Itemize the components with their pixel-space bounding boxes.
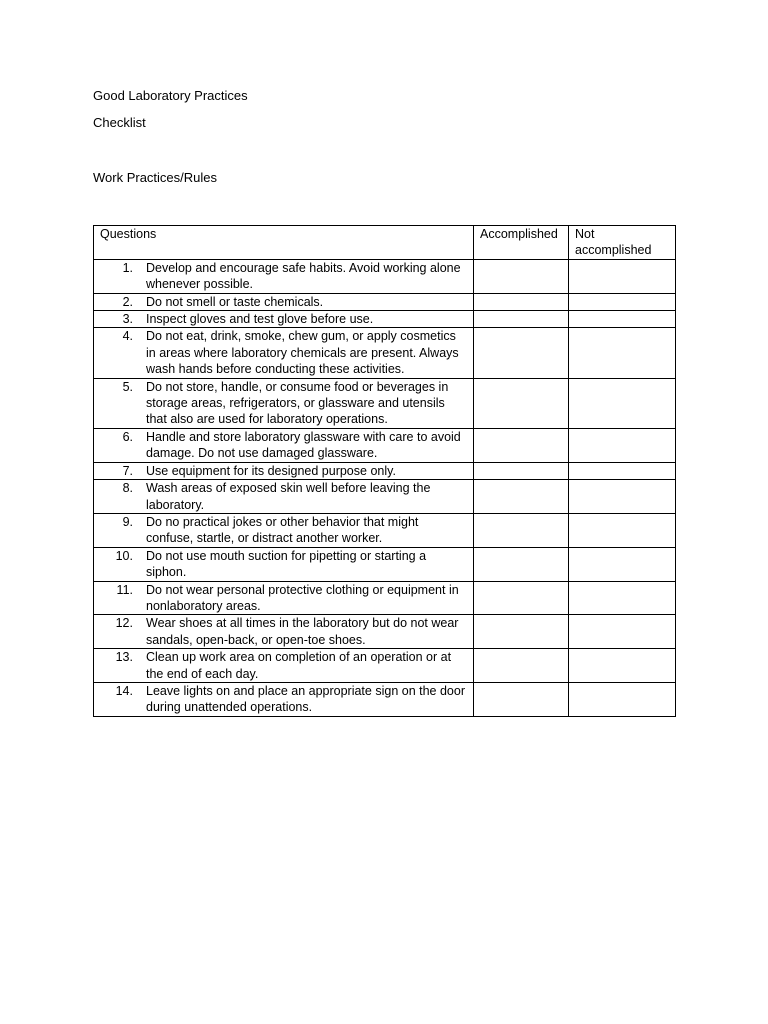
- question-text: Do no practical jokes or other behavior that might confuse, startle, or distract another worker.: [146, 514, 419, 546]
- question-cell: [94, 328, 474, 378]
- question-cell: [94, 581, 474, 615]
- accomplished-cell[interactable]: [474, 462, 569, 479]
- not-accomplished-cell[interactable]: [569, 378, 676, 428]
- table-row: [94, 378, 676, 428]
- header-not-accomplished: Not accomplished: [569, 226, 676, 260]
- question-text: Do not store, handle, or consume food or beverages in storage areas, refrigerators, or glassware and utensils that also are used for laboratory operations.: [146, 379, 449, 427]
- question-number: 6.: [122, 429, 133, 444]
- question-cell: [94, 615, 474, 649]
- question-content: [122, 429, 467, 462]
- not-accomplished-cell[interactable]: [569, 259, 676, 293]
- table-header-row: [94, 226, 676, 260]
- table-row: [94, 328, 676, 378]
- question-cell: [94, 462, 474, 479]
- question-text: Wear shoes at all times in the laboratory but do not wear sandals, open-back, or open-toe shoes.: [146, 616, 459, 647]
- document-subtitle: Checklist: [93, 115, 146, 130]
- table-row: [94, 480, 676, 514]
- question-content: [115, 615, 467, 648]
- question-cell: [94, 259, 474, 293]
- question-cell: [94, 547, 474, 581]
- table-row: [94, 462, 676, 479]
- not-accomplished-cell[interactable]: [569, 615, 676, 649]
- question-cell: [94, 513, 474, 547]
- accomplished-cell[interactable]: [474, 480, 569, 514]
- table-row: [94, 581, 676, 615]
- accomplished-cell[interactable]: [474, 615, 569, 649]
- checklist-table: [93, 225, 676, 717]
- question-number: 8.: [122, 481, 133, 496]
- question-number: 1.: [122, 260, 133, 275]
- table-row: [94, 513, 676, 547]
- question-text: Use equipment for its designed purpose only.: [146, 463, 396, 478]
- header-accomplished: Accomplished: [474, 226, 569, 260]
- question-number: 5.: [122, 379, 133, 394]
- question-cell: [94, 480, 474, 514]
- question-content: [116, 582, 467, 615]
- accomplished-cell[interactable]: [474, 682, 569, 716]
- accomplished-cell[interactable]: [474, 293, 569, 310]
- question-text: Wash areas of exposed skin well before leaving the laboratory.: [146, 481, 431, 512]
- table-row: [94, 649, 676, 683]
- question-number: 4.: [122, 329, 133, 344]
- accomplished-cell[interactable]: [474, 259, 569, 293]
- not-accomplished-cell[interactable]: [569, 480, 676, 514]
- table-row: [94, 428, 676, 462]
- accomplished-cell[interactable]: [474, 428, 569, 462]
- table-row: [94, 615, 676, 649]
- not-accomplished-cell[interactable]: [569, 293, 676, 310]
- question-number: 10.: [115, 548, 133, 563]
- question-content: [122, 379, 467, 428]
- question-text: Develop and encourage safe habits. Avoid working alone whenever possible.: [146, 260, 461, 292]
- question-text: Inspect gloves and test glove before use.: [146, 312, 374, 327]
- question-content: [122, 514, 467, 547]
- question-content: [115, 649, 467, 682]
- section-heading: Work Practices/Rules: [93, 170, 218, 185]
- table-row: [94, 547, 676, 581]
- checklist-body: [94, 259, 676, 716]
- accomplished-cell[interactable]: [474, 378, 569, 428]
- question-text: Handle and store laboratory glassware with care to avoid damage. Do not use damaged glassware.: [146, 429, 461, 461]
- not-accomplished-cell[interactable]: [569, 328, 676, 378]
- question-text: Do not use mouth suction for pipetting or starting a siphon.: [146, 548, 427, 580]
- question-content: [115, 683, 467, 716]
- accomplished-cell[interactable]: [474, 328, 569, 378]
- not-accomplished-cell[interactable]: [569, 311, 676, 328]
- question-cell: [94, 649, 474, 683]
- accomplished-cell[interactable]: [474, 581, 569, 615]
- question-content: [122, 311, 467, 327]
- table-row: [94, 259, 676, 293]
- question-cell: [94, 293, 474, 310]
- not-accomplished-cell[interactable]: [569, 682, 676, 716]
- question-number: 3.: [122, 312, 133, 327]
- table-row: [94, 311, 676, 328]
- question-number: 11.: [116, 582, 133, 597]
- question-text: Do not eat, drink, smoke, chew gum, or apply cosmetics in areas where laboratory chemicals are present. Always wash hands before conducting these activities.: [146, 329, 459, 377]
- question-number: 13.: [115, 650, 133, 665]
- not-accomplished-cell[interactable]: [569, 547, 676, 581]
- accomplished-cell[interactable]: [474, 547, 569, 581]
- accomplished-cell[interactable]: [474, 649, 569, 683]
- question-number: 12.: [115, 616, 133, 631]
- question-cell: [94, 428, 474, 462]
- question-content: [122, 328, 467, 377]
- table-row: [94, 293, 676, 310]
- question-text: Leave lights on and place an appropriate sign on the door during unattended operations.: [146, 683, 465, 715]
- not-accomplished-cell[interactable]: [569, 428, 676, 462]
- header-questions: Questions: [94, 226, 474, 260]
- question-content: [122, 463, 467, 479]
- question-text: Do not wear personal protective clothing or equipment in nonlaboratory areas.: [146, 582, 459, 613]
- not-accomplished-cell[interactable]: [569, 649, 676, 683]
- question-number: 14.: [115, 683, 133, 698]
- not-accomplished-cell[interactable]: [569, 462, 676, 479]
- question-cell: [94, 378, 474, 428]
- question-text: Do not smell or taste chemicals.: [146, 294, 324, 309]
- not-accomplished-cell[interactable]: [569, 581, 676, 615]
- question-number: 9.: [122, 514, 133, 529]
- question-text: Clean up work area on completion of an operation or at the end of each day.: [146, 650, 452, 681]
- accomplished-cell[interactable]: [474, 311, 569, 328]
- question-cell: [94, 311, 474, 328]
- table-row: [94, 682, 676, 716]
- question-number: 7.: [122, 463, 133, 478]
- question-cell: [94, 682, 474, 716]
- question-content: [122, 260, 467, 293]
- not-accomplished-cell[interactable]: [569, 513, 676, 547]
- document-title: Good Laboratory Practices: [93, 88, 248, 103]
- question-content: [122, 480, 467, 513]
- question-content: [115, 548, 467, 581]
- question-number: 2.: [122, 294, 133, 309]
- accomplished-cell[interactable]: [474, 513, 569, 547]
- question-content: [122, 294, 467, 310]
